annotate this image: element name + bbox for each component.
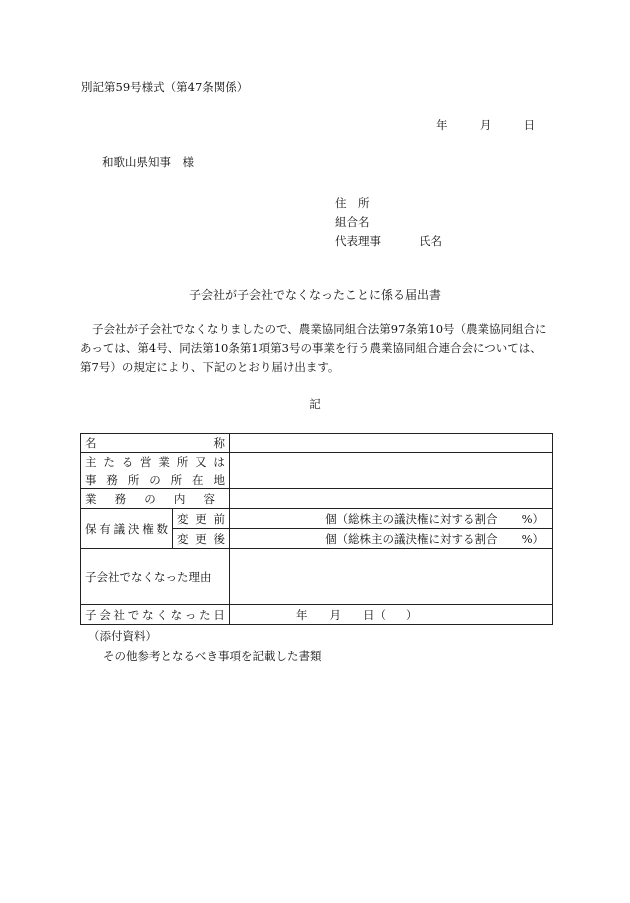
label-char: 子	[85, 607, 97, 622]
label-char: 又	[195, 454, 207, 469]
label-char: 日	[213, 607, 225, 622]
label-char: 所	[170, 472, 183, 487]
body-line-2: あっては、第4号、同法第10条第1項第3号の事業を行う農業協同組合連合会については、	[80, 341, 542, 355]
label-char: 議	[113, 521, 126, 536]
sender-representative: 代表理事	[335, 234, 381, 248]
form-number: 別記第59号様式（第47条関係）	[81, 80, 249, 94]
value-after: 個（総株主の議決権に対する割合 %）	[230, 529, 553, 549]
label-char: 地	[213, 472, 225, 487]
label-char: 後	[213, 531, 225, 546]
label-char: 社	[113, 607, 126, 622]
label-char: 数	[156, 521, 168, 536]
label-char: 事	[85, 472, 97, 487]
row-date	[81, 605, 553, 625]
date-year: 年	[436, 118, 448, 132]
ki-heading: 記	[309, 397, 321, 411]
sender-address: 住 所	[335, 196, 370, 210]
row-business	[81, 489, 553, 509]
label-char: 業	[85, 491, 97, 506]
label-char: 在	[192, 472, 204, 487]
label-char: 称	[213, 436, 225, 450]
label-char: の	[149, 472, 161, 487]
label-after	[173, 529, 230, 549]
value-date: 年 月 日（ ）	[230, 605, 553, 625]
info-table	[80, 433, 553, 625]
label-char: 務	[106, 472, 118, 487]
body-line-1: 子会社が子会社でなくなりましたので、農業協同組合法第97条第10号（農業協同組合に	[92, 322, 547, 336]
label-char: 会	[99, 607, 111, 622]
label-char: は	[213, 454, 225, 469]
row-office	[81, 453, 553, 489]
sender-representative-row	[335, 232, 442, 251]
label-char: 変	[177, 531, 189, 546]
label-char: 業	[158, 454, 170, 469]
row-name	[81, 434, 553, 453]
attachment-title: （添付資料）	[88, 629, 157, 643]
label-char: く	[156, 607, 168, 622]
sender-association: 組合名	[335, 215, 370, 229]
recipient: 和歌山県知事 様	[102, 155, 194, 169]
body-text	[80, 320, 552, 377]
value-before: 個（総株主の議決権に対する割合 %）	[230, 509, 553, 529]
label-char: 更	[195, 531, 207, 546]
document-title: 子会社が子会社でなくなったことに係る届出書	[188, 288, 441, 302]
sender-block	[335, 194, 442, 251]
label-reason: 子会社でなくなった理由	[81, 549, 230, 605]
attachment-item: その他参考となるべき事項を記載した書類	[103, 649, 322, 663]
date-line	[436, 120, 535, 132]
label-char: な	[170, 607, 183, 622]
label-char: 所	[176, 454, 189, 469]
label-char: で	[127, 607, 140, 622]
value-name	[230, 434, 553, 453]
label-char: っ	[184, 607, 197, 622]
label-char: 変	[177, 511, 189, 526]
row-voting-before	[81, 509, 553, 529]
label-char: た	[199, 607, 211, 622]
label-char: 前	[213, 511, 225, 526]
label-name	[81, 434, 230, 453]
row-reason	[81, 549, 553, 605]
label-char: 権	[142, 521, 154, 536]
date-day: 日	[523, 118, 536, 132]
value-business	[230, 489, 553, 509]
label-char: 主	[85, 454, 97, 469]
label-char: 内	[173, 491, 186, 506]
value-office	[230, 453, 553, 489]
label-char: 有	[99, 521, 111, 536]
sender-name: 氏名	[419, 234, 442, 248]
label-char: な	[142, 607, 154, 622]
label-char: 所	[127, 472, 140, 487]
label-voting	[81, 509, 173, 549]
label-date	[81, 605, 230, 625]
date-month: 月	[479, 118, 492, 132]
label-before	[173, 509, 230, 529]
label-char: 決	[127, 521, 140, 536]
label-business	[81, 489, 230, 509]
label-office	[81, 453, 230, 489]
label-char: 更	[195, 511, 207, 526]
label-char: 保	[85, 521, 97, 536]
body-line-3: 第7号）の規定により、下記のとおり届け出ます。	[80, 360, 340, 374]
value-reason	[230, 549, 553, 605]
label-char: 名	[85, 436, 97, 450]
label-char: 務	[114, 491, 127, 506]
label-char: の	[144, 491, 156, 506]
label-char: 営	[140, 454, 152, 469]
label-char: る	[121, 454, 134, 469]
label-char: た	[103, 454, 115, 469]
label-char: 容	[203, 491, 215, 506]
